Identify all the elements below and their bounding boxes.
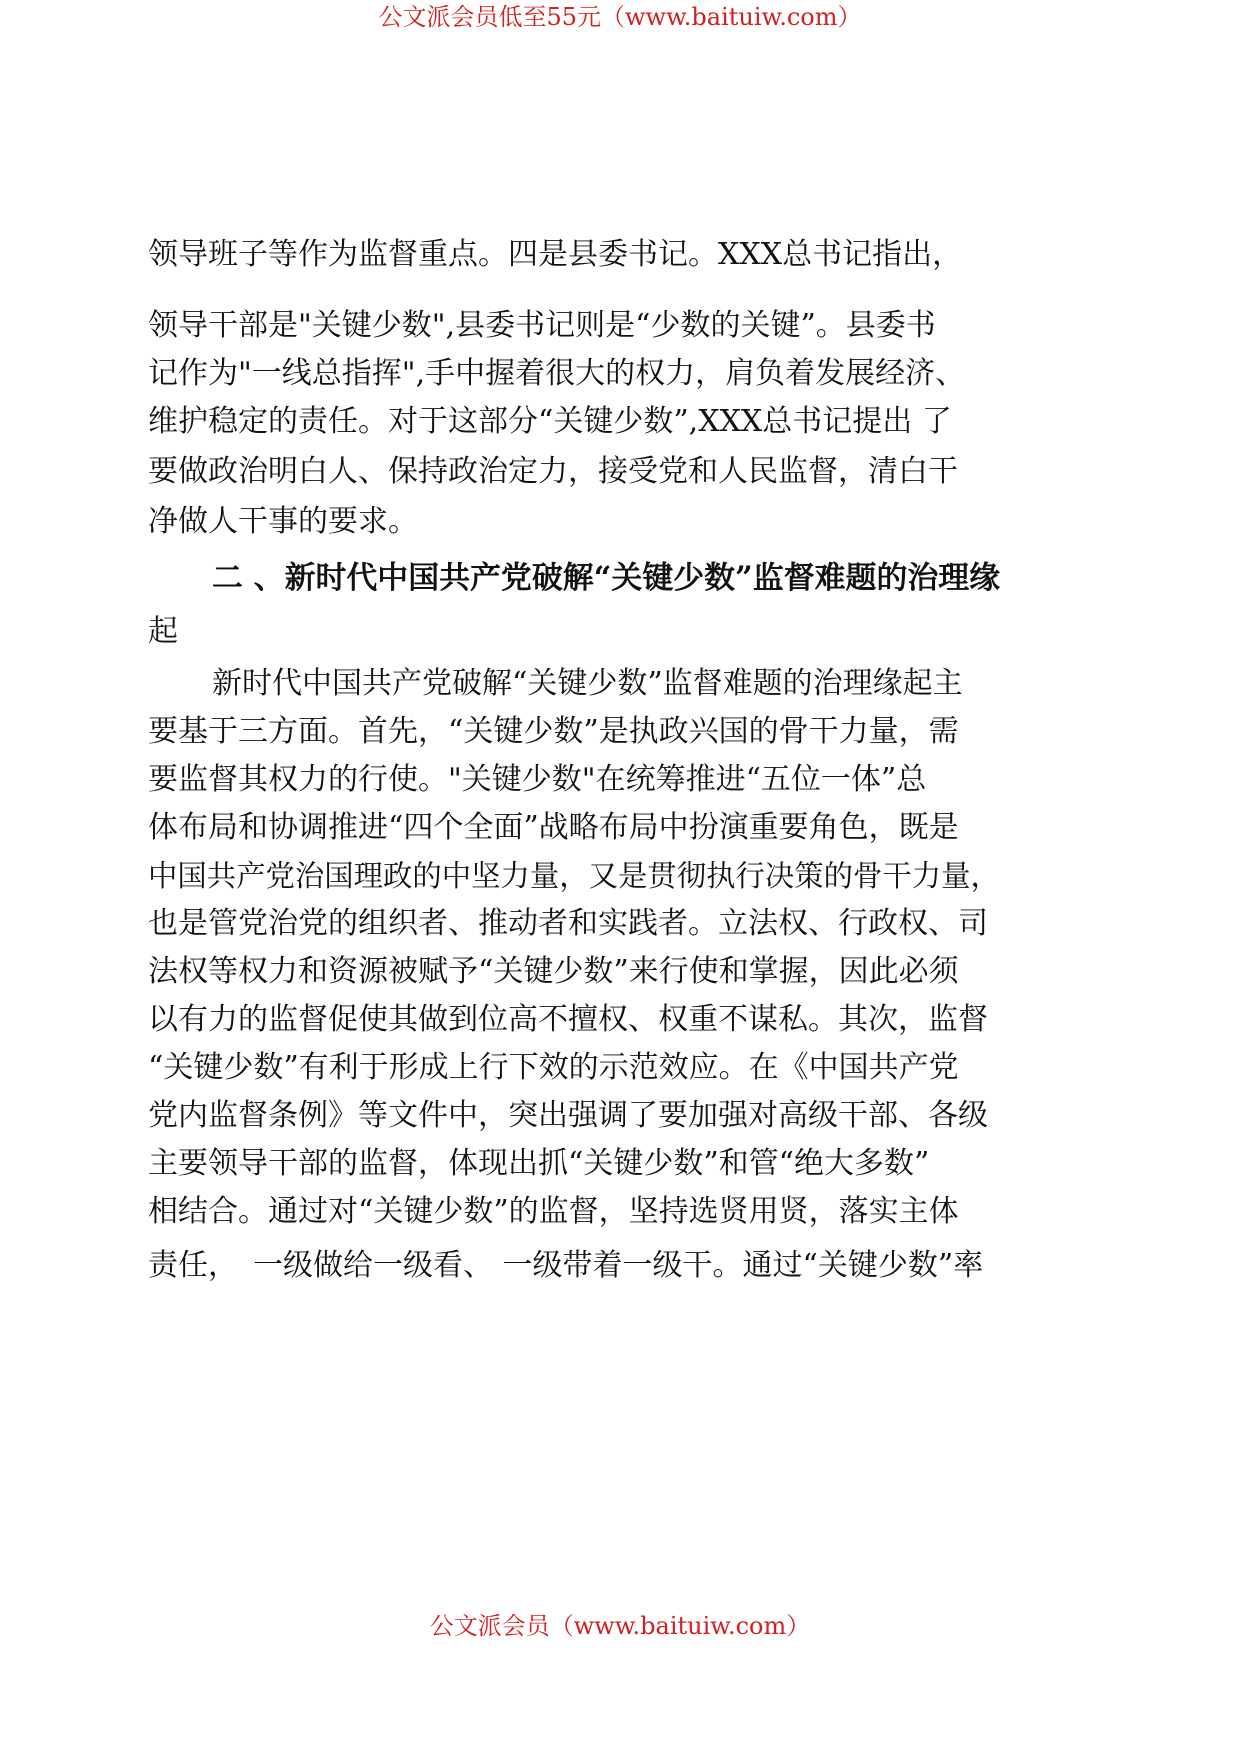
paragraph-line: 记作为"一线总指挥",手中握着很大的权力，肩负着发展经济、 [148,356,966,391]
paragraph-line: 以有力的监督促使其做到位高不擅权、权重不谋私。其次，监督 [148,1002,988,1037]
paragraph-line: 体布局和协调推进“四个全面”战略布局中扮演重要角色，既是 [148,810,959,845]
paragraph-line: 新时代中国共产党破解“关键少数”监督难题的治理缘起主 [212,666,963,701]
paragraph-line: 党内监督条例》等文件中，突出强调了要加强对高级干部、各级 [148,1098,988,1133]
section-heading: 二 、新时代中国共产党破解“关键少数”监督难题的治理缘 [212,560,1001,596]
paragraph-line: 要监督其权力的行使。"关键少数"在统筹推进“五位一体”总 [148,762,927,797]
paragraph-line: 法权等权力和资源被赋予“关键少数”来行使和掌握，因此必须 [148,954,959,989]
paragraph-line: 中国共产党治国理政的中坚力量，又是贯彻执行决策的骨干力量， [148,859,1000,893]
paragraph-line: 净做人干事的要求。 [148,504,418,539]
paragraph-line: 主要领导干部的监督，体现出抓“关键少数”和管“绝大多数” [148,1146,930,1181]
section-heading-continuation: 起 [148,614,178,649]
paragraph-line: 维护稳定的责任。对于这部分“关键少数”,XXX总书记提出 了 [148,404,952,439]
paragraph-line: 领导班子等作为监督重点。四是县委书记。XXX总书记指出， [148,237,963,272]
paragraph-line: 要基于三方面。首先，“关键少数”是执政兴国的骨干力量，需 [148,714,959,749]
paragraph-line: “关键少数”有利于形成上行下效的示范效应。在《中国共产党 [148,1050,959,1085]
footer-banner[interactable]: 公文派会员（www.baituiw.com） [429,1612,811,1640]
paragraph-line: 领导干部是"关键少数",县委书记则是“少数的关键”。县委书 [148,308,936,343]
paragraph-line: 也是管党治党的组织者、推动者和实践者。立法权、行政权、司 [148,906,988,941]
header-banner[interactable]: 公文派会员低至55元（www.baituiw.com） [378,3,862,31]
paragraph-line: 责任， 一级做给一级看、 一级带着一级干。通过“关键少数”率 [148,1248,984,1283]
paragraph-line: 相结合。通过对“关键少数”的监督，坚持选贤用贤，落实主体 [148,1194,959,1229]
paragraph-line: 要做政治明白人、保持政治定力，接受党和人民监督，清白干 [148,454,958,489]
